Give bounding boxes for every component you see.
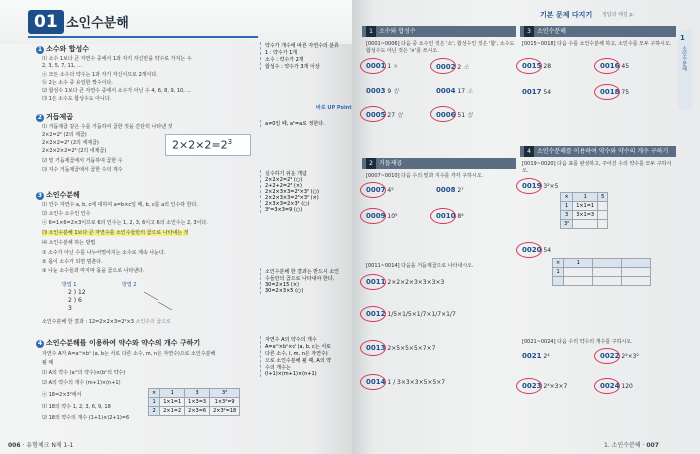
up-point-label: 바로 UP Point (316, 105, 352, 111)
problem-item: 0008 2⁷ (436, 186, 464, 194)
sec3-line: ⓐ 6=1×6=2×3이므로 6의 인수는 1, 2, 3, 6이고 6의 소인수는 2, 3이다. (42, 220, 208, 226)
problem-item: 0015 28 (522, 62, 552, 70)
power-formula-box (165, 134, 251, 156)
sec3-line: ① 소수가 아닌 수를 나누어떨어지는 소수로 계속 나눈다. (42, 250, 166, 256)
ink-circle (360, 58, 386, 74)
problem-item: 0006 51 합 (436, 111, 473, 119)
problem-item: 0003 9 합 (366, 87, 399, 95)
problem-item: 0019 3²×5 (522, 182, 559, 190)
chapter-number: 01 (28, 10, 64, 34)
sec2-instruction: [0007~0010] 다음 수의 밑과 지수를 각각 구하시오. (366, 173, 484, 179)
problem-item: 0014 1 / 3×3×3×5×5×7 (366, 378, 446, 386)
problem-item: 0011 2×2×2×3×3×3×3 (366, 278, 445, 286)
sec3-bar: 3 소인수분해 (520, 26, 676, 37)
ink-circle (360, 208, 386, 224)
sec4-line: ⓐ 18=2×3²에서 (42, 392, 82, 398)
sec4-title: 소인수분해를 이용하여 약수와 약수의 개수 구하기 (46, 339, 201, 347)
ink-circle (516, 378, 542, 394)
power-formula: $2\times 2\times 2=2^3$ (172, 138, 233, 152)
sec4-instruction: [0019~0020] 다음 표를 완성하고, 주어진 수의 약수를 모두 구하시오. (522, 161, 672, 174)
ink-circle (516, 58, 542, 74)
problem-item: 0010 8⁶ (436, 212, 464, 220)
ink-circle (360, 182, 386, 198)
ink-circle (360, 340, 386, 356)
ink-circle (594, 58, 620, 74)
ink-circle (360, 374, 386, 390)
ink-circle (516, 178, 542, 194)
sec2-line: ⑴ 거듭제곱 같은 수를 거듭하여 곱한 것을 간단히 나타낸 것 (42, 124, 173, 130)
tip-classification: 약수가 개수에 따른 자연수의 분류 1 : 약수가 1개 소수 : 약수가 2개 합성수 : 약수가 3개 이상 (260, 42, 349, 70)
method-label: 방법 2 (122, 282, 137, 288)
sec4-line: 될 때 (42, 360, 54, 366)
problem-item: 0016 45 (600, 62, 630, 70)
ink-circle (360, 106, 386, 122)
sec1-line: ⑴ 소수 1보다 큰 자연수 중에서 1과 자기 자신만을 약수로 가지는 수 (42, 56, 192, 62)
sec3-heading: 3 소인수분해 (37, 191, 80, 199)
ink-circle (594, 378, 620, 394)
sec1-line: 2, 3, 5, 7, 11, … (42, 63, 82, 69)
header-rule (28, 36, 258, 38)
division-step: 2 ) 12 (68, 289, 86, 296)
problem-item: 0013 2×5×5×5×7×7 (366, 344, 436, 352)
ink-circle (430, 58, 456, 74)
sec4-line: ⑴ A의 약수 (aᵐ의 약수)×(bⁿ의 약수) (42, 370, 126, 376)
sec2-line: ⑶ 지수 거듭제곱에서 곱한 수의 개수 (42, 167, 123, 173)
factorization-result: 소인수분해 한 결과 : 12=2×2×3=2²×3 소인수의 곱으로 (42, 319, 171, 325)
problem-item: 0017 54 (522, 88, 552, 96)
ink-circle (594, 84, 620, 100)
sec4-heading: 4 소인수분해를 이용하여 약수와 약수의 개수 구하기 (37, 339, 201, 347)
sec4-line: ⑵ A의 약수의 개수 (m+1)×(n+1) (42, 380, 121, 386)
sec3-line: ⑷ 소인수분해 하는 방법 (42, 240, 96, 246)
problem-item: 0001 1 × (366, 62, 399, 70)
problem-item: 0002 2 소 (436, 63, 469, 71)
sec2-title: 거듭제곱 (46, 113, 74, 121)
problem-item: 0012 1/5×1/5×1/7×1/7×1/7 (366, 310, 456, 318)
sec4-line: ⑴ 18의 약수 1, 2, 3, 6, 9, 18 (42, 404, 111, 410)
sec1-line: ⑵ 합성수 1보다 큰 자연수 중에서 소수가 아닌 수 4, 6, 8, 9, 10, … (42, 88, 192, 94)
right-page (352, 0, 700, 454)
division-step: 3 (68, 305, 72, 312)
sec1-line: ⓐ 모든 소수의 약수는 1과 자기 자신이므로 2개이다. (42, 72, 158, 78)
sec2-bar: 2 거듭제곱 (362, 158, 516, 169)
tip-divisor-count: 자연수 A의 약수의 개수 A=aᵐ×bⁿ×cˡ (a, b, c는 서로 다른 소수, l, m, n은 자연수) 으로 소인수분해 될 때, A의 약 수의 개수는 (l+1)×(m+1)×(n+1) (260, 336, 349, 377)
ink-circle (430, 106, 456, 122)
tip-factorization: 소인수분해 한 결과는 반드시 소인 수들만의 곱으로 나타내야 한다. 30=2×15 (×) 30=2×3×5 (○) (260, 268, 349, 294)
divisor-table-19: × 1 5 1 1×1=1 3 3×1=3 3² (560, 192, 608, 229)
page-header-note: 정답과 해설 p. (602, 12, 635, 18)
division-step: 2 ) 6 (68, 297, 82, 304)
problem-item: 0005 27 합 (366, 111, 403, 119)
sec1-line: ⓑ 2는 소수 중 유일한 짝수이다. (42, 80, 113, 86)
sec1-title: 소수와 합성수 (46, 45, 90, 53)
sec2-heading: 2 거듭제곱 (37, 113, 74, 121)
sec3-line: ⑴ 인수 자연수 a, b, c에 대하여 a=b×c일 때, b, c를 a의 인수라 한다. (42, 202, 198, 208)
sec2-line: 2×2×2×2=2⁴ (2의 네제곱) (42, 148, 107, 154)
factor-tree (130, 286, 200, 314)
sec1-line: ⑶ 1은 소수도 합성수도 아니다. (42, 96, 112, 102)
sec2-line: 2×2=2² (2의 제곱) (42, 132, 87, 138)
sec3-line: ⑶ 소인수분해 1보다 큰 자연수를 소인수들만의 곱으로 나타내는 것 (42, 230, 189, 236)
sec4-line: 자연수 A가 A=aᵐ×bⁿ (a, b는 서로 다른 소수, m, n은 자연수)으로 소인수분해 (42, 351, 216, 357)
sec4-bar: 4 소인수분해를 이용하여 약수와 약수의 개수 구하기 (520, 146, 676, 157)
tip-exponent: a≠0일 때, a¹=a로 정한다. (260, 120, 349, 127)
problem-item: 0020 54 (522, 246, 552, 254)
divisor-table-20: × 1 1 (552, 258, 651, 286)
chapter-header (0, 0, 352, 44)
ink-circle (516, 242, 542, 258)
problem-item: 0018 75 (600, 88, 630, 96)
ink-circle (594, 348, 620, 364)
ink-circle (360, 306, 386, 322)
page-header: 기본 문제 다지기 (540, 11, 593, 19)
sec3-line: ③ 나눈 소수들과 마지막 몫을 곱으로 나타낸다. (42, 268, 145, 274)
sec3-title: 소인수분해 (46, 191, 80, 199)
sec2-line: 2×2×2=2³ (2의 세제곱) (42, 140, 99, 146)
sec3-line: ⑵ 소인수 소수인 인수 (42, 211, 91, 217)
chapter-side-tab: 1 소인수분해 (678, 30, 692, 110)
problem-item: 0022 2²×3² (600, 352, 639, 360)
sec1-bar: 1 소수와 합성수 (362, 26, 516, 37)
problem-item: 0024 120 (600, 382, 633, 390)
sec3-instruction: [0015~0018] 다음 수를 소인수분해 하고, 소인수를 모두 구하시오. (522, 41, 672, 47)
sec1-heading: 1 소수와 합성수 (37, 45, 90, 53)
problem-item: 0009 10⁹ (366, 212, 398, 220)
divisor-table: × 1 3 3² 1 1×1=1 1×3=3 1×3²=9 2 2×1=2 2×3=6 2×3²=18 (148, 388, 240, 416)
left-footer: 006 · 유형체크 N제 1-1 (8, 442, 74, 449)
sec1-instruction: [0001~0006] 다음 중 소수인 것은 '소', 합성수인 것은 '합', 소수도 합성수도 아닌 것은 '×'를 쓰시오. (366, 41, 515, 54)
right-footer: 1. 소인수분해 · 007 (604, 442, 659, 449)
sec3-line: ② 몫이 소수가 되면 멈춘다. (42, 259, 103, 265)
sec4-instruction-b: [0021~0024] 다음 수의 약수의 개수를 구하시오. (522, 339, 633, 345)
ink-circle (430, 208, 456, 224)
tip-mistakes: 실수하기 쉬운 개념 2×2×2=2³ (○) 2+2+2=2³ (×) 2×2×3×3=2²×3² (○) 2×2×3×3=2³×3² (×) 2×3×3=2×3² (○) 3²=3×3=9 (○) (260, 170, 349, 213)
sec4-line: ⑵ 18의 약수의 개수 (1+1)×(2+1)=6 (42, 415, 130, 421)
chapter-title: 소인수분해 (66, 16, 129, 31)
sec2-line: ⑵ 밑 거듭제곱에서 거듭하여 곱한 수 (42, 158, 123, 164)
side-tab-label: 소인수분해 (681, 46, 687, 71)
problem-item: 0004 17 소 (436, 87, 473, 95)
problem-item: 0021 2⁴ (522, 352, 550, 360)
problem-item: 0007 4⁵ (366, 186, 394, 194)
ink-circle (360, 274, 386, 290)
sec2-instruction-b: [0011~0014] 다음을 거듭제곱으로 나타내시오. (366, 263, 474, 269)
problem-item: 0023 2⁴×3×7 (522, 382, 568, 390)
method-label: 방법 1 (62, 282, 77, 288)
